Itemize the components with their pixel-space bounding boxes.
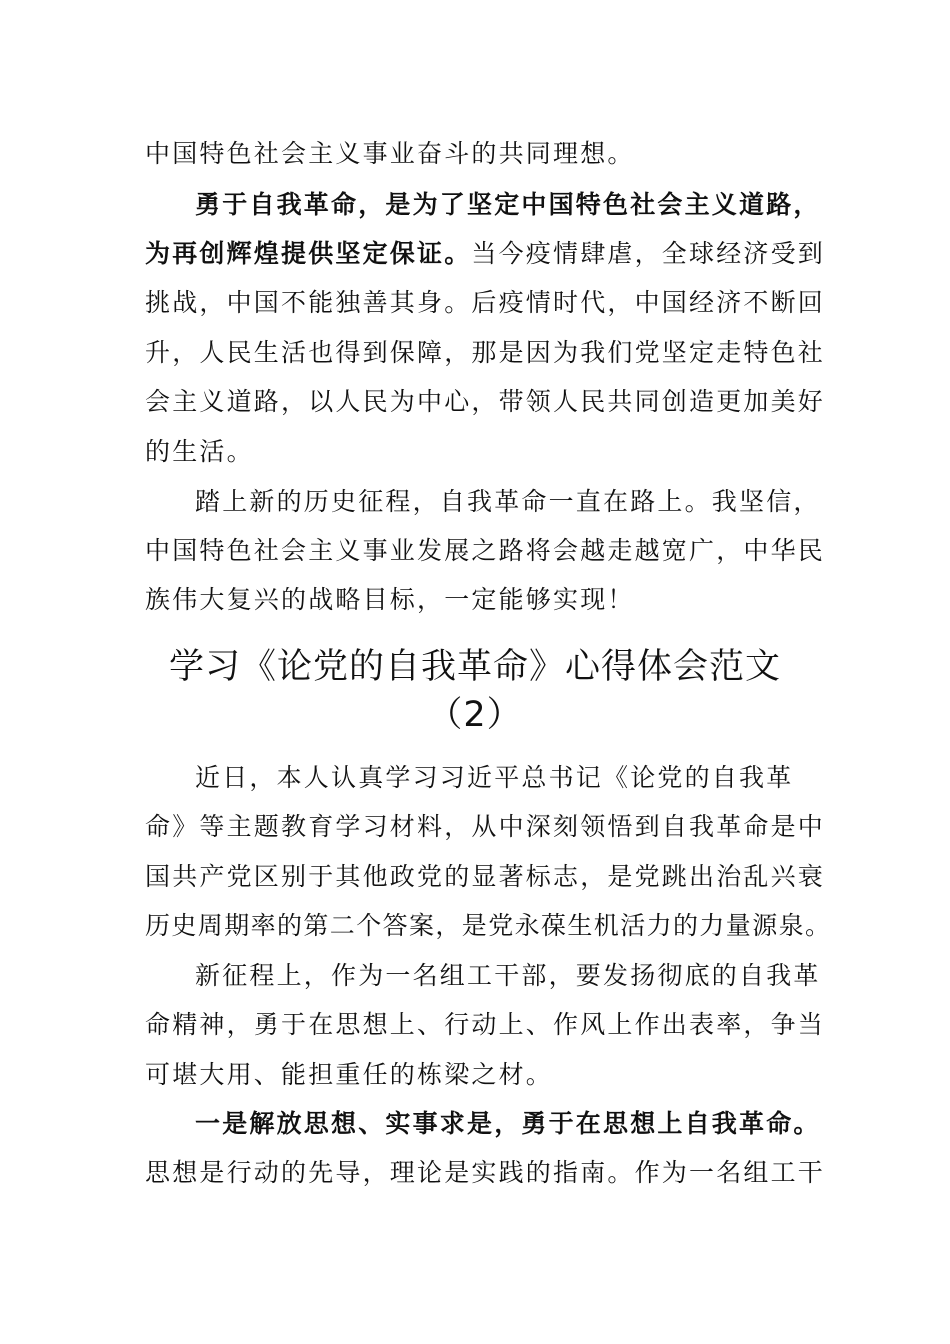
paragraph-line: 的生活。 (145, 437, 254, 466)
paragraph-line: 命精神，勇于在思想上、行动上、作风上作出表率，争当 (145, 1010, 826, 1039)
paragraph-line: 命》等主题教育学习材料，从中深刻领悟到自我革命是中 (145, 812, 826, 841)
paragraph-line: 中国特色社会主义事业发展之路将会越走越宽广，中华民 (145, 536, 826, 565)
bold-heading-line: 勇于自我革命，是为了坚定中国特色社会主义道路， (195, 190, 821, 219)
paragraph-line: 中国特色社会主义事业奋斗的共同理想。 (145, 139, 635, 168)
paragraph-line: 新征程上，作为一名组工干部，要发扬彻底的自我革 (195, 961, 821, 990)
paragraph-line: 思想是行动的先导，理论是实践的指南。作为一名组工干 (145, 1158, 826, 1187)
paragraph-line: 近日，本人认真学习习近平总书记《论党的自我革 (195, 763, 794, 792)
article-title: 学习《论党的自我革命》心得体会范文 (168, 647, 781, 687)
paragraph-line: 会主义道路，以人民为中心，带领人民共同创造更加美好 (145, 387, 826, 416)
paragraph-line: 升，人民生活也得到保障，那是因为我们党坚定走特色社 (145, 338, 826, 367)
paragraph-line: 国共产党区别于其他政党的显著标志，是党跳出治乱兴衰 (145, 862, 826, 891)
paragraph-fragment: 当今疫情肆虐，全球经济受到 (471, 239, 826, 268)
bold-heading-line: 一是解放思想、实事求是，勇于在思想上自我革命。 (195, 1109, 821, 1138)
paragraph-line: 族伟大复兴的战略目标，一定能够实现！ (145, 585, 635, 614)
paragraph-line: 历史周期率的第二个答案，是党永葆生机活力的力量源泉。 (145, 911, 832, 940)
paragraph-line-mixed (145, 234, 826, 274)
bold-heading-fragment: 为再创辉煌提供坚定保证。 (145, 239, 472, 268)
article-title-number: （2） (427, 695, 523, 735)
paragraph-line: 踏上新的历史征程，自我革命一直在路上。我坚信， (195, 487, 821, 516)
paragraph-line: 可堪大用、能担重任的栋梁之材。 (145, 1060, 554, 1089)
paragraph-line: 挑战，中国不能独善其身。后疫情时代，中国经济不断回 (145, 288, 826, 317)
